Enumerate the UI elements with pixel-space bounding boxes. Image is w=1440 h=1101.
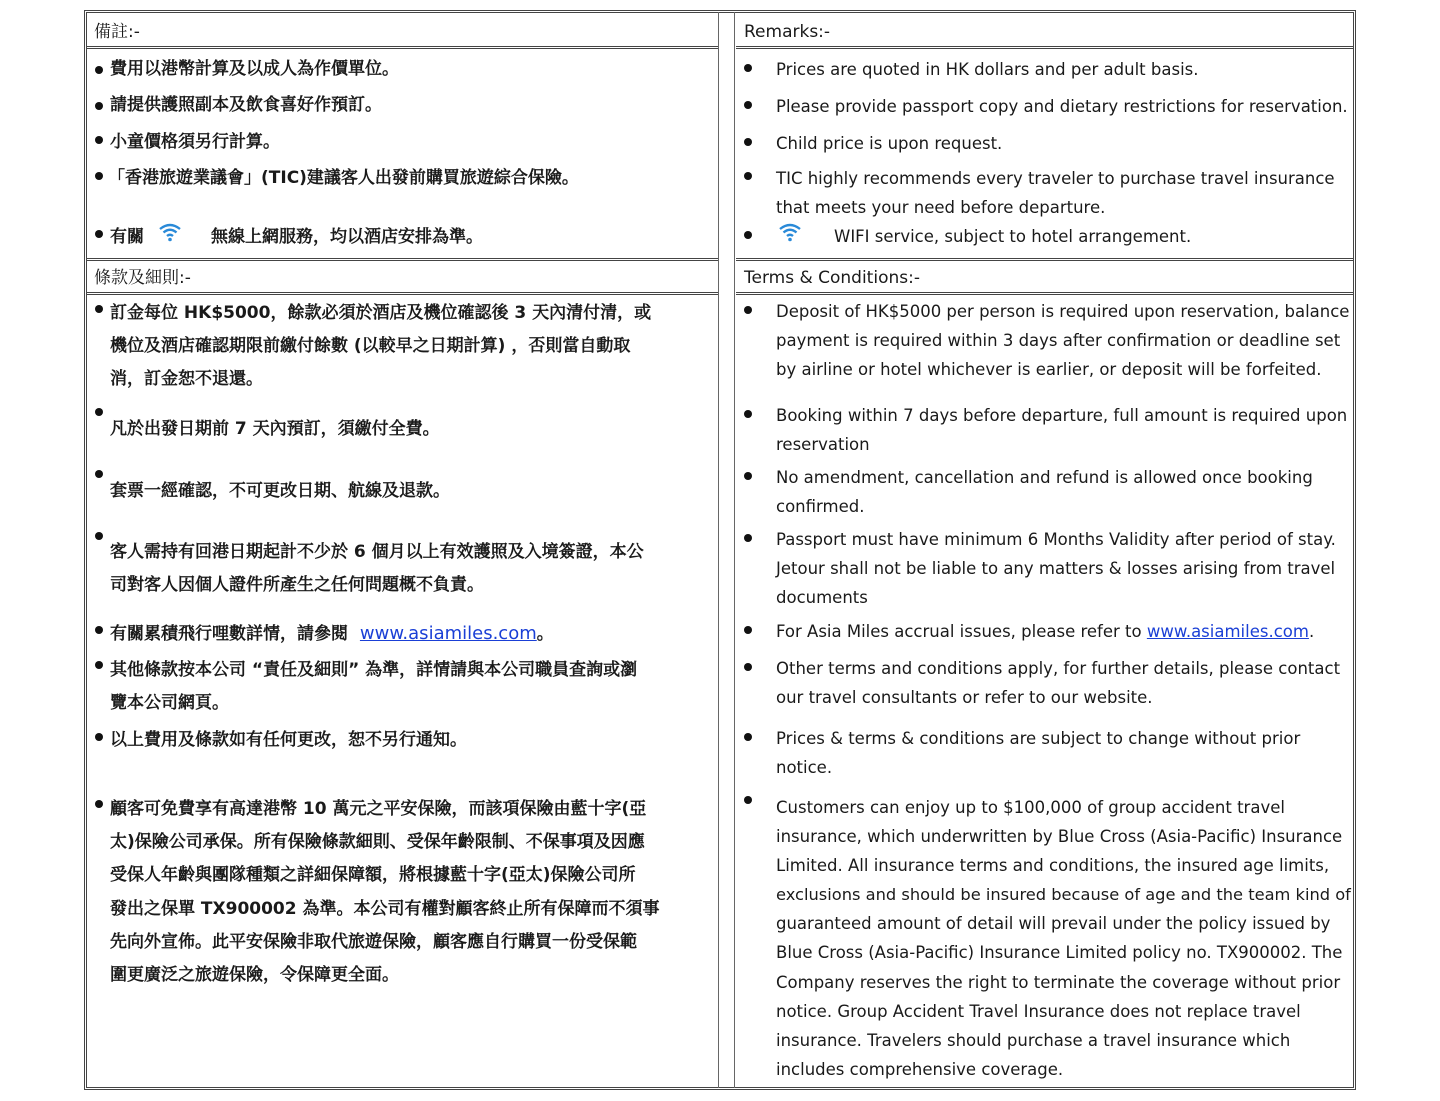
remarks-header-zh: 備註:-: [86, 15, 718, 49]
term-line: 凡於出發日期前 7 天內預訂，須繳付全費。: [110, 419, 440, 439]
term-line: 先向外宣佈。此平安保險非取代旅遊保險，顧客應自行購買一份受保範: [110, 932, 637, 952]
asiamiles-link[interactable]: www.asiamiles.com: [1146, 622, 1309, 641]
wifi-icon: [158, 222, 182, 246]
term-line: Blue Cross (Asia-Pacific) Insurance Limited policy no. TX900002. The: [776, 943, 1343, 962]
terms-header-en: Terms & Conditions:-: [736, 258, 1354, 295]
term-line: exclusions and should be insured because of age and the team kind of: [776, 885, 1351, 904]
remark-item-wifi-text: WIFI service, subject to hotel arrangement.: [834, 227, 1192, 246]
term-line: 消，訂金恕不退還。: [110, 369, 263, 389]
remark-item: 小童價格須另行計算。: [110, 132, 280, 152]
bullet: [95, 172, 103, 180]
term-asiamiles-suffix: .: [1308, 622, 1315, 641]
term-asiamiles-zh: [110, 617, 554, 651]
term-line: insurance, which underwritten by Blue Cross (Asia-Pacific) Insurance: [776, 827, 1343, 846]
term-line: insurance. Travelers should purchase a travel insurance which: [776, 1031, 1291, 1050]
term-line: Passport must have minimum 6 Months Validity after period of stay.: [776, 530, 1336, 549]
bullet: [95, 532, 103, 540]
term-line: 訂金每位 HK$5000，餘款必須於酒店及機位確認後 3 天內清付清，或: [110, 303, 652, 323]
term-line: by airline or hotel whichever is earlier, or deposit will be forfeited.: [776, 360, 1322, 379]
term-asiamiles-prefix: For Asia Miles accrual issues, please refer to: [776, 622, 1142, 641]
bullet: [95, 470, 103, 478]
term-asiamiles-prefix: 有關累積飛行哩數詳情，請參閱: [110, 624, 348, 644]
bullet: [95, 733, 103, 741]
remarks-header-en: Remarks:-: [736, 15, 1354, 49]
term-line: payment is required within 3 days after confirmation or deadline set: [776, 331, 1341, 350]
term-line: Other terms and conditions apply, for further details, please contact: [776, 659, 1341, 678]
bullet: [95, 102, 103, 110]
remark-item: 費用以港幣計算及以成人為作價單位。: [110, 59, 399, 79]
bullet: [744, 172, 752, 180]
term-line: 圍更廣泛之旅遊保險，令保障更全面。: [110, 965, 399, 985]
remark-item: 請提供護照副本及飲食喜好作預訂。: [110, 95, 382, 115]
column-divider: [734, 12, 735, 1088]
term-line: 以上費用及條款如有任何更改，恕不另行通知。: [110, 730, 467, 750]
bullet: [95, 408, 103, 416]
term-line: 發出之保單 TX900002 為準。本公司有權對顧客終止所有保障而不須事: [110, 899, 660, 919]
term-line: 機位及酒店確認期限前繳付餘數 (以較早之日期計算) ，否則當自動取: [110, 336, 631, 356]
term-line: documents: [776, 588, 868, 607]
term-line: Booking within 7 days before departure, full amount is required upon: [776, 406, 1348, 425]
term-line: 太)保險公司承保。所有保險條款細則、受保年齡限制、不保事項及因應: [110, 832, 645, 852]
bullet: [95, 66, 103, 74]
bullet: [744, 472, 752, 480]
asiamiles-link[interactable]: www.asiamiles.com: [359, 623, 537, 644]
term-line: Prices & terms & conditions are subject to change without prior: [776, 729, 1301, 748]
term-line: Jetour shall not be liable to any matters & losses arising from travel: [776, 559, 1336, 578]
term-line: Deposit of HK$5000 per person is required upon reservation, balance: [776, 302, 1350, 321]
term-asiamiles-en: [776, 617, 1314, 646]
term-line: notice.: [776, 758, 833, 777]
bullet: [744, 306, 752, 314]
bullet: [95, 626, 103, 634]
term-line: 司對客人因個人證件所產生之任何問題概不負責。: [110, 575, 484, 595]
remark-item: TIC highly recommends every traveler to purchase travel insurance: [776, 169, 1335, 188]
term-line: No amendment, cancellation and refund is allowed once booking: [776, 468, 1313, 487]
column-divider: [718, 12, 719, 1088]
bullet: [744, 64, 752, 72]
term-line: notice. Group Accident Travel Insurance does not replace travel: [776, 1002, 1301, 1021]
term-line: 顧客可免費享有高達港幣 10 萬元之平安保險，而該項保險由藍十字(亞: [110, 799, 647, 819]
bullet: [744, 410, 752, 418]
term-line: 客人需持有回港日期起計不少於 6 個月以上有效護照及入境簽證，本公: [110, 542, 644, 562]
term-line: confirmed.: [776, 497, 865, 516]
wifi-icon: [778, 222, 802, 246]
bullet: [744, 663, 752, 671]
bullet: [744, 138, 752, 146]
term-line: Limited. All insurance terms and conditions, the insured age limits,: [776, 856, 1330, 875]
term-line: 套票一經確認，不可更改日期、航線及退款。: [110, 481, 450, 501]
remark-item: 「香港旅遊業議會」(TIC)建議客人出發前購買旅遊綜合保險。: [108, 168, 579, 188]
bullet: [744, 733, 752, 741]
remark-item: Prices are quoted in HK dollars and per adult basis.: [776, 60, 1199, 79]
bullet: [95, 661, 103, 669]
term-line: 覽本公司網頁。: [110, 693, 229, 713]
bullet: [95, 305, 103, 313]
bullet: [95, 230, 103, 238]
term-line: 其他條款按本公司 “責任及細則” 為準，詳情請與本公司職員查詢或瀏: [110, 660, 638, 680]
term-line: includes comprehensive coverage.: [776, 1060, 1064, 1079]
remark-item: Child price is upon request.: [776, 134, 1003, 153]
bullet: [95, 800, 103, 808]
terms-header-zh: 條款及細則:-: [86, 258, 718, 295]
term-asiamiles-suffix: 。: [536, 624, 554, 644]
term-line: our travel consultants or refer to our website.: [776, 688, 1153, 707]
term-line: Company reserves the right to terminate the coverage without prior: [776, 973, 1341, 992]
term-line: Customers can enjoy up to $100,000 of group accident travel: [776, 798, 1285, 817]
remark-item: Please provide passport copy and dietary restrictions for reservation.: [776, 97, 1348, 116]
term-line: 受保人年齡與團隊種類之詳細保障額，將根據藍十字(亞太)保險公司所: [110, 865, 636, 885]
bullet: [95, 136, 103, 144]
remark-item-wifi-text: 無線上網服務，均以酒店安排為準。: [211, 227, 483, 247]
bullet: [744, 796, 752, 804]
term-line: guaranteed amount of detail will prevail under the policy issued by: [776, 914, 1331, 933]
remark-item-cont: that meets your need before departure.: [776, 198, 1106, 217]
remark-item-wifi-prefix: 有關: [110, 227, 144, 247]
bullet: [744, 101, 752, 109]
bullet: [744, 231, 752, 239]
bullet: [744, 534, 752, 542]
term-line: reservation: [776, 435, 870, 454]
bullet: [744, 626, 752, 634]
